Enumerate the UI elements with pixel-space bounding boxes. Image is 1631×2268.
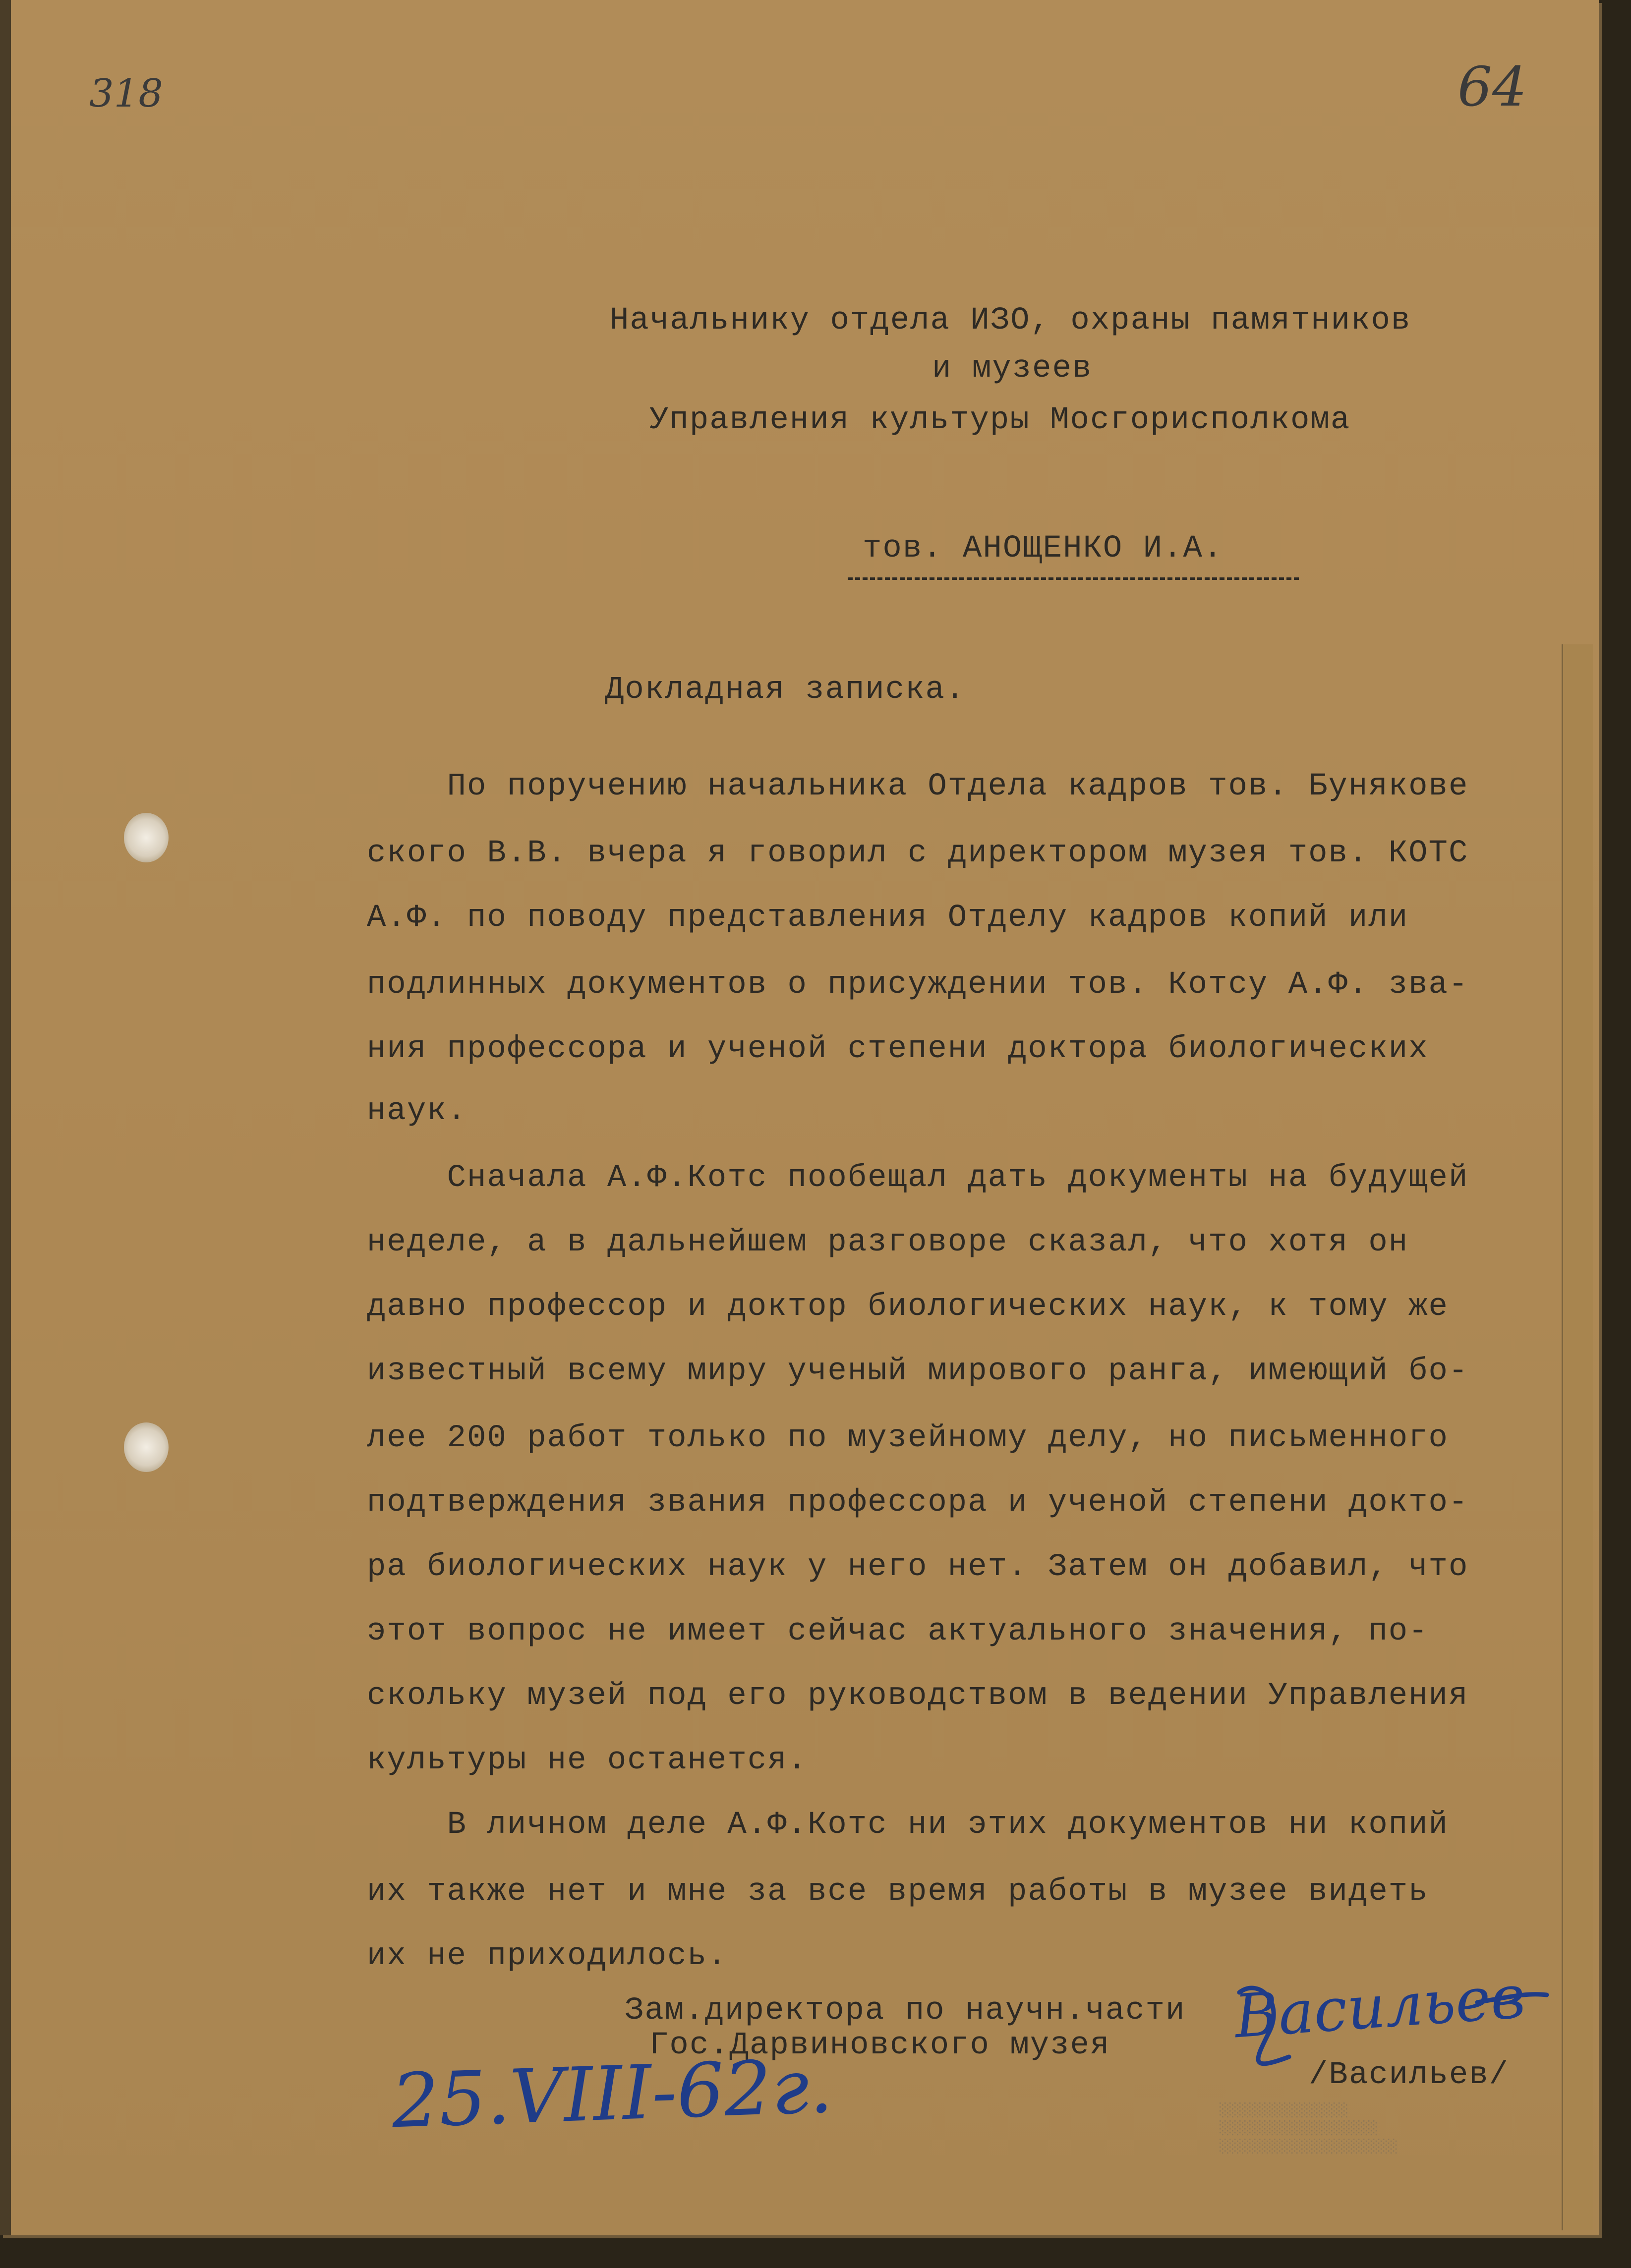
text-line: их также нет и мне за все время работы в музее видеть (367, 1874, 1429, 1910)
handwritten-date: 25.VIII-62г. (390, 2043, 834, 2145)
punch-hole-upper (124, 813, 169, 862)
text-line: давно профессор и доктор биологических наук, к тому же (367, 1289, 1449, 1325)
addressee-name: тов. АНОЩЕНКО И.А. (863, 531, 1223, 567)
text-line: ра биологических наук у него нет. Затем он добавил, что (367, 1549, 1469, 1585)
text-line: ского В.В. вчера я говорил с директором музея тов. КОТС (367, 836, 1469, 871)
addressee-line-1: Начальнику отдела ИЗО, охраны памятников (610, 303, 1411, 339)
archive-number-top-right: 64 (1457, 55, 1527, 118)
text-line: А.Ф. по поводу представления Отделу кадров копий или (367, 900, 1409, 936)
addressee-line-2: и музеев (932, 351, 1093, 387)
underlying-sheet-edge (1562, 644, 1593, 2230)
signature-flourish (1229, 1973, 1552, 2087)
text-line: их не приходилось. (367, 1938, 728, 1974)
text-line: наук. (367, 1093, 467, 1129)
archive-number-top-left: 318 (89, 71, 163, 116)
punch-hole-lower (124, 1422, 169, 1472)
text-line: По поручению начальника Отдела кадров тов. Бунякове (367, 769, 1469, 804)
text-line: лее 200 работ только по музейному делу, но письменного (367, 1420, 1449, 1456)
text-line: подтверждения звания профессора и ученой степени докто- (367, 1485, 1469, 1521)
text-line: В личном деле А.Ф.Котс ни этих документов ни копий (367, 1807, 1449, 1843)
signer-name: /Васильев/ (1309, 2057, 1510, 2093)
addressee-underline (848, 577, 1299, 580)
text-line: известный всему миру ученый мирового ранга, имеющий бо- (367, 1354, 1469, 1389)
addressee-line-3: Управления культуры Мосгорисполкома (649, 402, 1351, 438)
handwritten-signature: Васильев (1232, 1962, 1527, 2052)
document-title: Докладная записка. (605, 672, 966, 708)
text-line: ния профессора и ученой степени доктора биологических (367, 1031, 1429, 1067)
text-line: подлинных документов о присуждении тов. Котсу А.Ф. зва- (367, 967, 1469, 1003)
text-line: этот вопрос не имеет сейчас актуального значения, по- (367, 1614, 1429, 1649)
text-line: Сначала А.Ф.Котс пообещал дать документы на будущей (367, 1160, 1469, 1196)
signer-position-line-2: Гос.Дарвиновского музея (649, 2028, 1110, 2063)
text-line: неделе, а в дальнейшем разговоре сказал, что хотя он (367, 1225, 1409, 1260)
faded-stamp: ░░░░░░░░░░░░░ ░░░░░░░░░░░░░░░░ ░░░░░░░░░░░░░░░░░░ (1220, 2103, 1398, 2154)
text-line: скольку музей под его руководством в ведении Управления (367, 1678, 1469, 1714)
text-line: культуры не останется. (367, 1743, 808, 1778)
binding-strip (0, 0, 11, 2235)
signer-position-line-1: Зам.директора по научн.части (625, 1993, 1186, 2029)
